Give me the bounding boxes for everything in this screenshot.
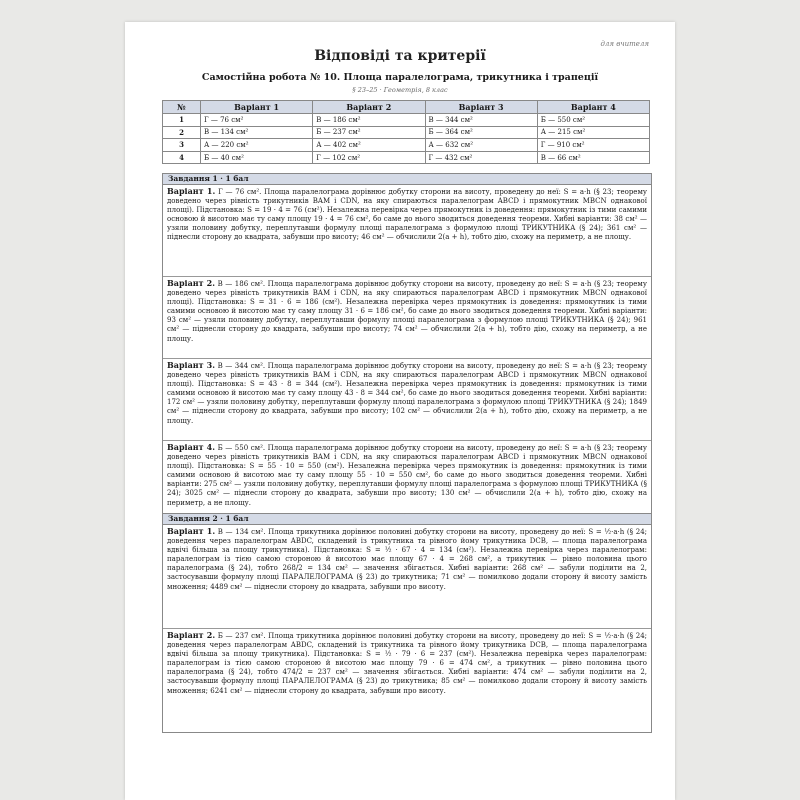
table-cell: Г — 76 см² <box>201 114 313 127</box>
table-cell: Г — 910 см² <box>537 139 649 152</box>
table-row <box>163 126 650 139</box>
table-cell: Б — 364 см² <box>425 126 537 139</box>
task-2-heading: Завдання 2 · 1 бал <box>163 514 651 525</box>
task-1-variant-3 <box>163 358 651 440</box>
worksheet-page <box>125 22 675 800</box>
col-header-variant-3: Варіант 3 <box>425 101 537 114</box>
task-1-variant-2 <box>163 276 651 358</box>
table-row <box>163 114 650 127</box>
task-2-block <box>162 513 652 733</box>
variant-label: Варіант 2. <box>167 278 216 288</box>
table-cell: А — 632 см² <box>425 139 537 152</box>
variant-solution: Б — 237 см². Площа трикутника дорівнює половині добутку сторони на висоту, проведену до неї: S = ½·a·h (§ 24; доведення через паралелограм ABDC, складений із трикутника та рівного йому трикутника DCB, — площа паралелограма вдвічі більша за площу трикутника). Підстановка: S = ½ · 79 · 6 = 237 (см²). Незалежна перевірка через паралелограм: паралелограм із тією самою стороною й висотою має площу 79 · 6 = 474 см², а трикутник — рівно половина цього паралелограма (§ 24), тобто 474/2 = 237 см² — значення збігається. Хибні варіанти: 474 см² — забули поділити на 2, застосувавши формулу площі ПАРАЛЕЛОГРАМА (§ 23) до трикутника; 85 см² — помилково додали сторону й висоту замість множення; 6241 см² — піднесли сторону до квадрата, забувши про висоту. <box>167 632 648 695</box>
page-title: Відповіді та критерії <box>314 48 486 64</box>
table-cell: 1 <box>163 114 201 127</box>
table-cell: А — 402 см² <box>313 139 425 152</box>
answer-table-header <box>163 101 650 114</box>
task-2-variant-1 <box>163 525 651 628</box>
variant-label: Варіант 1. <box>167 186 216 196</box>
table-cell: Б — 550 см² <box>537 114 649 127</box>
col-header-variant-1: Варіант 1 <box>201 101 313 114</box>
page-subtitle: Самостійна робота № 10. Площа паралелограма, трикутника і трапеції <box>201 72 599 83</box>
task-1-block <box>162 173 652 523</box>
section-note: § 23–25 · Геометрія, 8 клас <box>352 86 448 94</box>
table-cell: Г — 102 см² <box>313 151 425 164</box>
col-header-variant-4: Варіант 4 <box>537 101 649 114</box>
variant-solution: В — 186 см². Площа паралелограма дорівнює добутку сторони на висоту, проведену до неї: S = a·h (§ 23; теорему доведено через рівність трикутників BAM і CDN, на яку спираються паралелограм ABCD і прямокутник MBCN однакової площі). Підстановка: S = 31 · 6 = 186 (см²). Незалежна перевірка через прямокутник із доведення: прямокутник із тими самими основою й висотою має ту саму площу 31 · 6 = 186 см², бо саме до нього зводиться доведення теореми. Хибні варіанти: 93 см² — узяли половину добутку, переплутавши формулу площі паралелограма з формулою площі ТРИКУТНИКА (§ 24); 961 см² — піднесли сторону до квадрата, забувши про висоту; 74 см² — обчислили 2(a + h), тобто дію, схожу на периметр, а не площу. <box>167 280 647 343</box>
table-cell: А — 220 см² <box>201 139 313 152</box>
variant-solution: Б — 550 см². Площа паралелограма дорівнює добутку сторони на висоту, проведену до неї: S = a·h (§ 23; теорему доведено через рівність трикутників BAM і CDN, на яку спираються паралелограм ABCD і прямокутник MBCN однакової площі). Підстановка: S = 55 · 10 = 550 (см²). Незалежна перевірка через прямокутник із доведення: прямокутник із тими самими основою й висотою має ту саму площу 55 · 10 = 550 см², бо саме до нього зводиться доведення теореми. Хибні варіанти: 275 см² — узяли половину добутку, переплутавши формулу площі паралелограма з формулою площі ТРИКУТНИКА (§ 24); 3025 см² — піднесли сторону до квадрата, забувши про висоту; 130 см² — обчислили 2(a + h), тобто дію, схожу на периметр, а не площу. <box>167 444 647 507</box>
table-cell: В — 344 см² <box>425 114 537 127</box>
task-1-variant-1 <box>163 185 651 276</box>
variant-solution: В — 344 см². Площа паралелограма дорівнює добутку сторони на висоту, проведену до неї: S = a·h (§ 23; теорему доведено через рівність трикутників BAM і CDN, на яку спираються паралелограм ABCD і прямокутник MBCN однакової площі). Підстановка: S = 43 · 8 = 344 (см²). Незалежна перевірка через прямокутник із доведення: прямокутник із тими самими основою й висотою має ту саму площу 43 · 8 = 344 см², бо саме до нього зводиться доведення теореми. Хибні варіанти: 172 см² — узяли половину добутку, переплутавши формулу площі паралелограма з формулою площі ТРИКУТНИКА (§ 24); 1849 см² — піднесли сторону до квадрата, забувши про висоту; 102 см² — обчислили 2(a + h), тобто дію, схожу на периметр, а не площу. <box>167 362 647 425</box>
task-2-variant-2 <box>163 628 651 732</box>
table-cell: Б — 40 см² <box>201 151 313 164</box>
task-1-heading: Завдання 1 · 1 бал <box>163 174 651 185</box>
variant-label: Варіант 2. <box>167 630 216 640</box>
variant-solution: В — 134 см². Площа трикутника дорівнює половині добутку сторони на висоту, проведену до неї: S = ½·a·h (§ 24; доведення через паралелограм ABDC, складений із трикутника та рівного йому трикутника DCB, — площа паралелограма вдвічі більша за площу трикутника). Підстановка: S = ½ · 67 · 4 = 134 (см²). Незалежна перевірка через паралелограм: паралелограм із тією самою стороною й висотою має площу 67 · 4 = 268 см², а трикутник — рівно половина цього паралелограма (§ 24), тобто 268/2 = 134 см² — значення збігається. Хибні варіанти: 268 см² — забули поділити на 2, застосувавши формулу площі ПАРАЛЕЛОГРАМА (§ 23) до трикутника; 71 см² — помилково додали сторону й висоту замість множення; 4489 см² — піднесли сторону до квадрата, забувши про висоту. <box>167 528 648 591</box>
task-1-variant-4 <box>163 440 651 522</box>
answer-key-table <box>162 100 650 164</box>
variant-label: Варіант 4. <box>167 442 216 452</box>
col-header-variant-2: Варіант 2 <box>313 101 425 114</box>
table-cell: В — 134 см² <box>201 126 313 139</box>
table-cell: Г — 432 см² <box>425 151 537 164</box>
table-cell: Б — 237 см² <box>313 126 425 139</box>
table-cell: 4 <box>163 151 201 164</box>
table-row <box>163 139 650 152</box>
variant-solution: Г — 76 см². Площа паралелограма дорівнює добутку сторони на висоту, проведену до неї: S = a·h (§ 23; теорему доведено через рівність трикутників BAM і CDN, на яку спираються паралелограм ABCD і прямокутник MBCN однакової площі). Підстановка: S = 19 · 4 = 76 (см²). Незалежна перевірка через прямокутник із доведення: прямокутник із тими самими основою й висотою має ту саму площу 19 · 4 = 76 см², бо саме до нього зводиться доведення теореми. Хибні варіанти: 38 см² — узяли половину добутку, переплутавши формулу площі паралелограма з формулою площі ТРИКУТНИКА (§ 24); 361 см² — піднесли сторону до квадрата, забувши про висоту; 46 см² — обчислили 2(a + h), тобто дію, схожу на периметр, а не площу. <box>167 188 648 242</box>
variant-label: Варіант 1. <box>167 526 216 536</box>
table-row <box>163 151 650 164</box>
variant-label: Варіант 3. <box>167 360 216 370</box>
table-cell: 3 <box>163 139 201 152</box>
table-cell: В — 186 см² <box>313 114 425 127</box>
table-cell: В — 66 см² <box>537 151 649 164</box>
table-cell: А — 215 см² <box>537 126 649 139</box>
table-cell: 2 <box>163 126 201 139</box>
col-header-number: № <box>163 101 201 114</box>
teacher-note: для вчителя <box>600 40 649 48</box>
